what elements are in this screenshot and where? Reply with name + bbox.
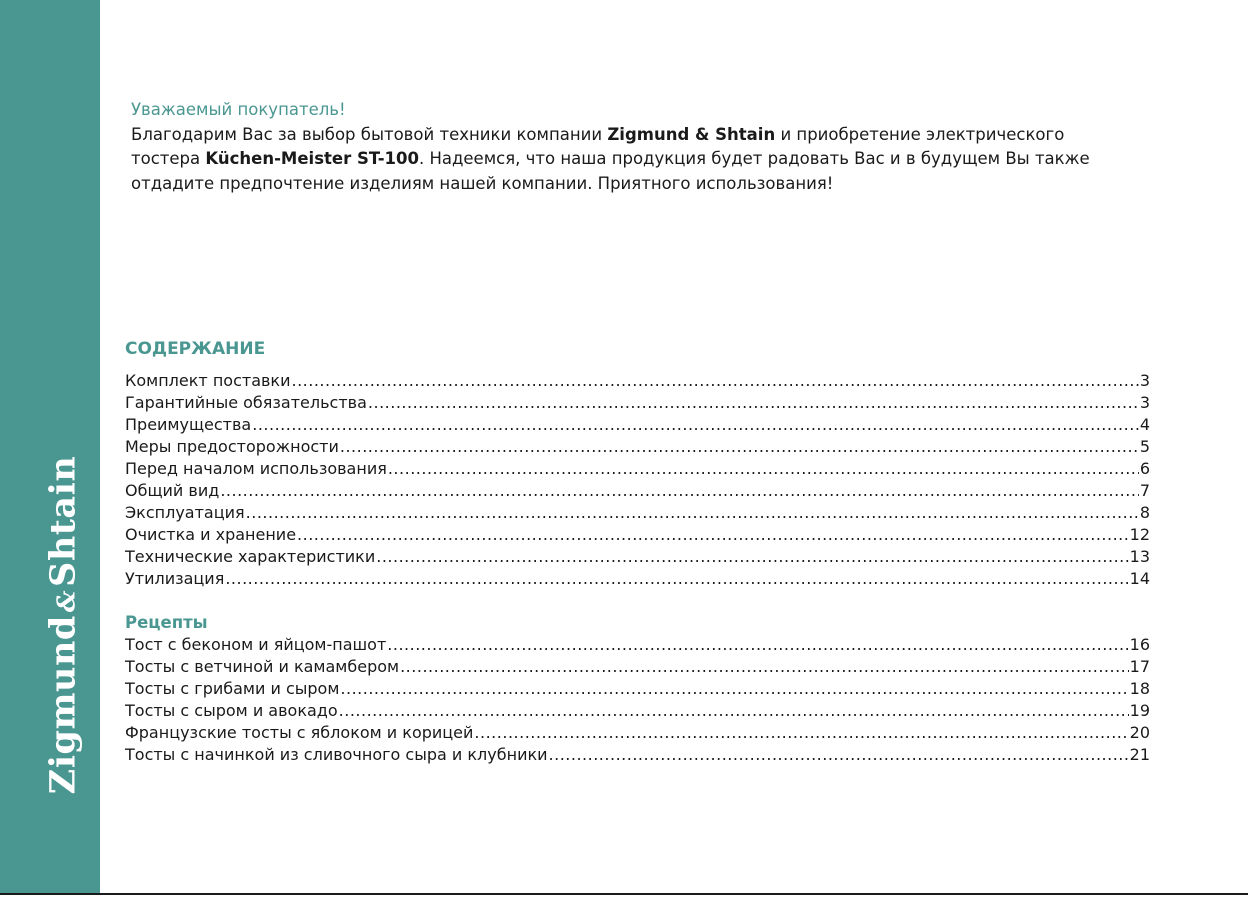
toc-item-page: 5 [1139,437,1150,456]
recipe-item[interactable] [125,722,1150,744]
toc-item-label: Меры предосторожности [125,437,339,456]
recipe-item-page: 21 [1129,745,1150,764]
toc-leader-dots [225,568,1128,590]
toc-title: СОДЕРЖАНИЕ [125,339,266,359]
intro-text-part: . Надеемся, что наша продукция будет радовать Вас и в будущем Вы также [418,149,1090,168]
toc-leader-dots [376,546,1128,568]
toc-leader-dots [368,392,1139,414]
brand-name-right: Shtain [42,455,84,587]
toc-item[interactable] [125,436,1150,458]
toc-leader-dots [388,458,1139,480]
toc-item-label: Общий вид [125,481,220,500]
toc-leader-dots [339,700,1129,722]
toc-item[interactable] [125,568,1150,590]
brand-sidebar [0,0,100,893]
recipe-item[interactable] [125,678,1150,700]
toc-item-label: Очистка и хранение [125,525,297,544]
toc-item[interactable] [125,458,1150,480]
toc-item-page: 6 [1139,459,1150,478]
toc-item-page: 3 [1139,371,1150,390]
toc-leader-dots [246,502,1139,524]
toc-leader-dots [387,634,1128,656]
recipe-item-label: Тост с беконом и яйцом-пашот [125,635,387,654]
toc-item[interactable] [125,414,1150,436]
toc-item[interactable] [125,392,1150,414]
brand-ampersand: & [51,589,81,613]
intro-line-3: отдадите предпочтение изделиям нашей компании. Приятного использования! [131,173,834,193]
recipe-item-page: 18 [1129,679,1150,698]
toc-item-page: 14 [1129,569,1150,588]
toc-item[interactable] [125,502,1150,524]
recipes-title: Рецепты [125,613,208,632]
toc-item-label: Комплект поставки [125,371,291,390]
toc-item[interactable] [125,524,1150,546]
toc-item-page: 7 [1139,481,1150,500]
recipe-item-page: 20 [1129,723,1150,742]
toc-item-label: Утилизация [125,569,225,588]
toc-item[interactable] [125,480,1150,502]
recipe-item-label: Французские тосты с яблоком и корицей [125,723,474,742]
toc-leader-dots [291,370,1138,392]
table-of-contents [125,336,1150,766]
recipe-item-page: 19 [1129,701,1150,720]
recipe-item-label: Тосты с начинкой из сливочного сыра и клубники [125,745,548,764]
toc-item-label: Технические характеристики [125,547,376,566]
toc-item-page: 8 [1139,503,1150,522]
toc-item-label: Эксплуатация [125,503,245,522]
recipe-item-page: 16 [1129,635,1150,654]
brand-logo [43,456,84,795]
toc-leader-dots [340,678,1128,700]
recipe-item[interactable] [125,700,1150,722]
recipe-item-page: 17 [1129,657,1150,676]
recipe-item-label: Тосты с ветчиной и камамбером [125,657,400,676]
intro-text-part: тостера [131,149,206,168]
intro-text-part: Благодарим Вас за выбор бытовой техники компании [131,124,608,144]
toc-leader-dots [400,656,1129,678]
toc-leader-dots [340,436,1139,458]
recipe-item-label: Тосты с сыром и авокадо [125,701,338,720]
brand-name-left: Zigmund [42,615,84,795]
recipe-item[interactable] [125,744,1150,766]
greeting: Уважаемый покупатель! [131,100,346,119]
intro-text-part: и приобретение электрического [775,124,1065,144]
model-name: Küchen-Meister ST-100 [205,149,419,168]
toc-item[interactable] [125,546,1150,568]
toc-item-page: 13 [1129,547,1150,566]
toc-item-page: 12 [1129,525,1150,544]
recipe-item-label: Тосты с грибами и сыром [125,679,340,698]
toc-item-page: 3 [1139,393,1150,412]
toc-leader-dots [220,480,1139,502]
recipe-item[interactable] [125,634,1150,656]
company-name: Zigmund & Shtain [607,124,776,144]
toc-item-label: Гарантийные обязательства [125,393,367,412]
toc-item[interactable] [125,370,1150,392]
toc-leader-dots [549,744,1129,766]
bottom-rule [0,893,1248,895]
toc-leader-dots [474,722,1128,744]
intro-line-1 [131,123,1131,148]
toc-item-page: 4 [1139,415,1150,434]
toc-leader-dots [297,524,1129,546]
recipe-item[interactable] [125,656,1150,678]
toc-item-label: Преимущества [125,415,252,434]
intro-line-2 [131,147,1131,172]
toc-item-label: Перед началом использования [125,459,387,478]
intro-text [131,98,1131,196]
toc-leader-dots [252,414,1139,436]
